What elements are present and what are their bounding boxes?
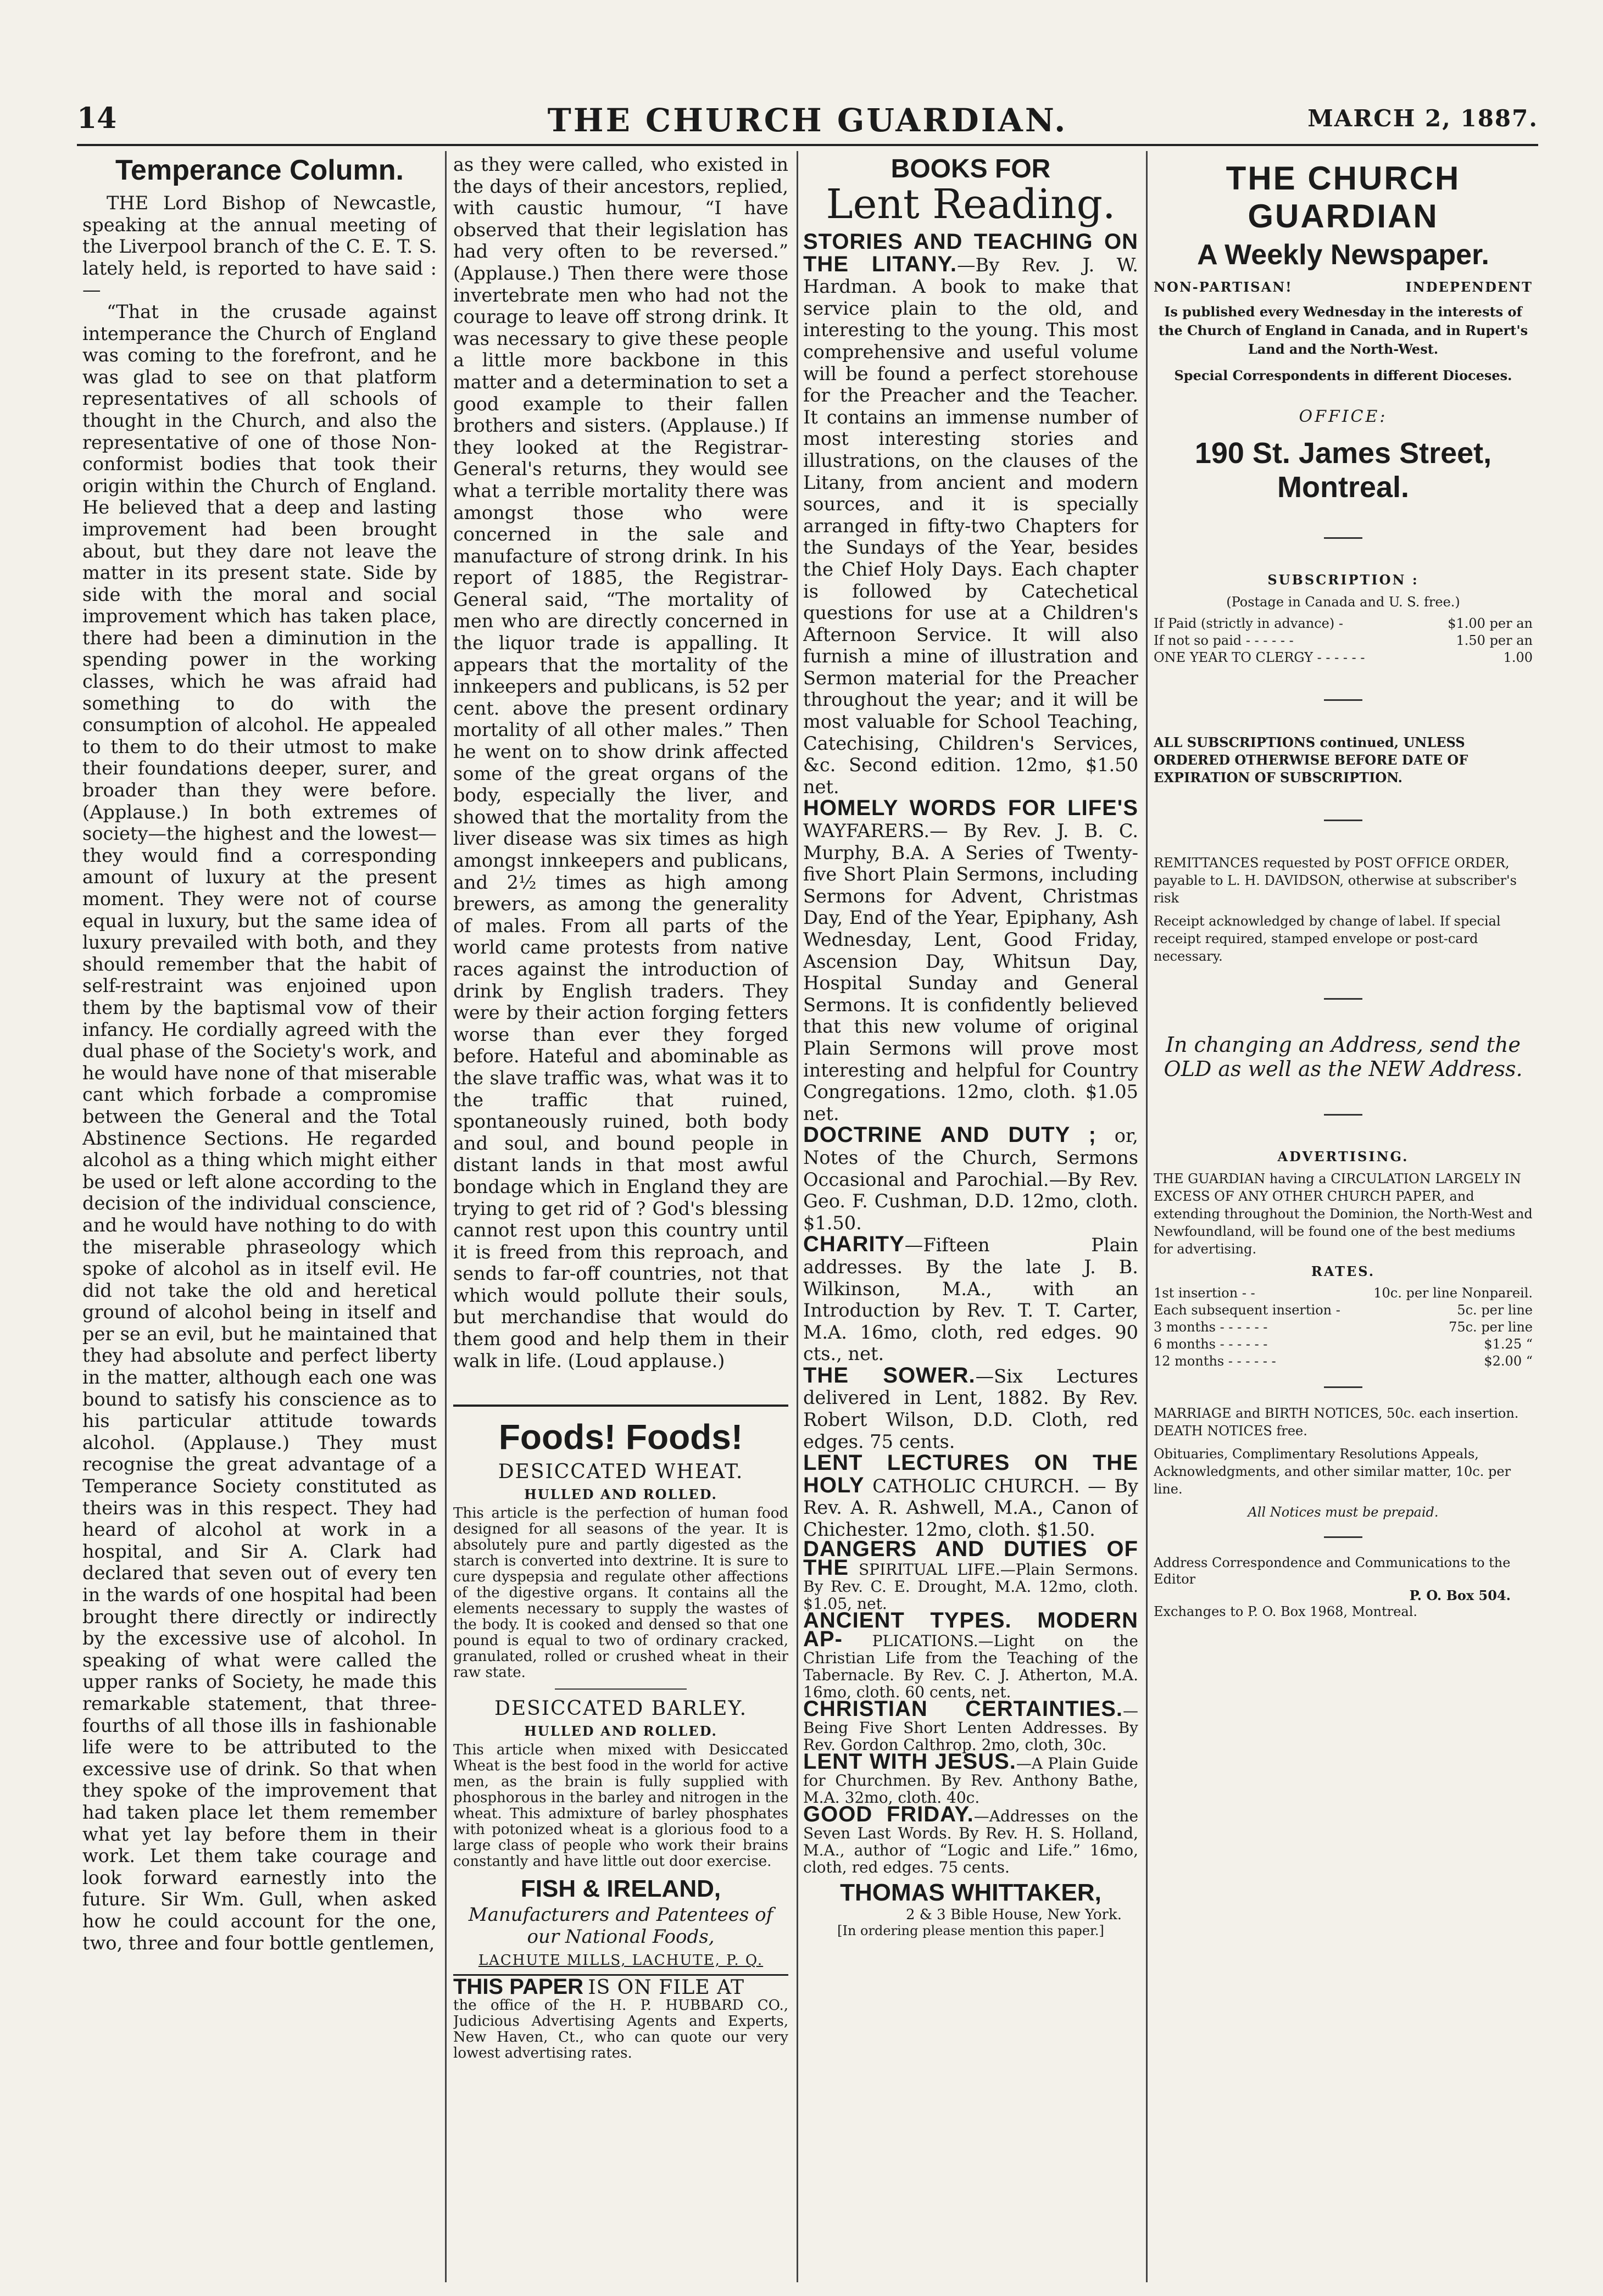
paper-name: THE CHURCH GUARDIAN — [1226, 160, 1461, 235]
rate-label: If not so paid - - - - - - — [1154, 633, 1294, 648]
books-heading: BOOKS FOR — [890, 154, 1051, 183]
this-paper-advertisement — [453, 1974, 788, 2061]
ordering-note: [In ordering please mention this paper.] — [837, 1922, 1104, 1938]
ad-divider — [555, 1688, 687, 1690]
firm-location: LACHUTE MILLS, LACHUTE, P. Q. — [478, 1952, 764, 1969]
book-entry — [803, 1536, 1138, 1613]
column-heading: Temperance Column. — [115, 154, 404, 186]
subscription-rate-row — [1154, 632, 1533, 649]
book-description: or, Notes of the Church, Sermons Occasional and Parochial.—By Rev. Geo. F. Cushman, D.D. 12mo, cloth. $1.50. — [803, 1125, 1138, 1234]
paper-stance — [1154, 279, 1533, 295]
book-entry — [803, 231, 1138, 798]
article-paragraph: THE Lord Bishop of Newcastle, speaking at the annual meeting of the Liverpool branch of the C. E. T. S. lately held, is reported to have said :— — [82, 192, 437, 301]
second-column — [453, 154, 788, 2280]
book-title: LENT WITH JESUS. — [803, 1749, 1016, 1774]
section-divider — [1324, 1114, 1362, 1116]
rate-value: 10c. per line Nonpareil. — [1373, 1285, 1533, 1301]
rate-label: ONE YEAR TO CLERGY - - - - - - — [1154, 650, 1365, 665]
rate-label: 12 months - - - - - - — [1154, 1353, 1276, 1369]
firm-description: Manufacturers and Patentees of our National Foods, — [468, 1904, 773, 1948]
ad-text: the office of the H. P. HUBBARD CO., Judicious Advertising Agents and Experts, New Haven, Ct., who can quote our very lowest advertising rates. — [453, 1997, 788, 2062]
ad-rate-row — [1154, 1336, 1533, 1353]
rate-label: 1st insertion - - — [1154, 1285, 1255, 1301]
book-description: —Fifteen Plain addresses. By the late J. B. Wilkinson, M.A., with an Introduction by Rev. T. T. Carter, M.A. 16mo, cloth, red edges. 90 cts., net. — [803, 1234, 1138, 1365]
rate-value: 1.50 per an — [1456, 633, 1533, 648]
page-number: 14 — [77, 102, 117, 135]
obituaries-notice: Obituaries, Complimentary Resolutions Appeals, Acknowledgments, and other similar matter, 10c. per line. — [1154, 1446, 1511, 1497]
masthead — [77, 102, 1538, 140]
ad-rate-row — [1154, 1285, 1533, 1302]
section-divider — [1324, 699, 1362, 701]
ad-text: This article is the perfection of human food designed for all seasons of the year. It is absolutely pure and partly digested as the starch is converted into dextrine. It is sure to cure dyspepsia and regulate other affections of the digestive organs. It contains all the elements necessary to supply the wastes of the body. It is cooked and densed so that one pound is equal to two of ordinary cracked, granulated, rolled or crushed wheat in their raw state. — [453, 1505, 788, 1681]
column-divider — [445, 151, 447, 2282]
rate-value: $1.00 per an — [1448, 616, 1533, 631]
book-title: GOOD FRIDAY. — [803, 1802, 974, 1826]
remittances-notice: REMITTANCES requested by POST OFFICE ORDER, payable to L. H. DAVIDSON, otherwise at subscriber's risk — [1154, 855, 1517, 906]
section-divider — [1324, 820, 1362, 821]
book-title: THE SOWER. — [803, 1363, 976, 1387]
book-entry — [803, 1696, 1138, 1754]
rate-value: $2.00 “ — [1484, 1353, 1533, 1369]
rate-value: 75c. per line — [1449, 1319, 1533, 1335]
column-divider — [797, 151, 798, 2282]
marriage-notice: MARRIAGE and BIRTH NOTICES, 50c. each insertion. DEATH NOTICES free. — [1154, 1406, 1519, 1439]
book-entry — [803, 1124, 1138, 1234]
ad-title: THIS PAPER — [453, 1975, 584, 1999]
ad-rate-row — [1154, 1302, 1533, 1319]
book-description: —Being Five Short Lenten Addresses. By Rev. Gordon Calthrop. 2mo, cloth, 30c. — [803, 1701, 1138, 1754]
publication-notice: Is published every Wednesday in the interests of the Church of England in Canada, and in Rupert's Land and the North-West. — [1158, 304, 1528, 357]
book-description: —A Plain Guide for Churchmen. By Rev. Anthony Bathe, M.A. 32mo, cloth. 40c. — [803, 1754, 1138, 1807]
book-entry — [803, 1365, 1138, 1452]
books-subheading: Lent Reading. — [826, 181, 1116, 228]
office-address: 190 St. James Street, Montreal. — [1194, 437, 1492, 504]
rate-value: $1.25 “ — [1484, 1336, 1533, 1352]
section-divider — [1324, 998, 1362, 1000]
book-title: DANGERS AND DUTIES OF THE — [803, 1536, 1138, 1580]
book-entry — [803, 1452, 1138, 1540]
foods-advertisement — [453, 1405, 788, 1969]
rate-label: 3 months - - - - - - — [1154, 1319, 1268, 1335]
publisher-name: THOMAS WHITTAKER, — [840, 1879, 1101, 1906]
book-description: —Addresses on the Seven Last Words. By Rev. H. S. Holland, M.A., author of “Logic and Life.” 16mo, cloth, red edges. 75 cents. — [803, 1807, 1138, 1876]
ad-rate-row — [1154, 1353, 1533, 1370]
masthead-rule — [77, 144, 1538, 146]
section-divider — [1324, 1536, 1362, 1538]
rate-label: If Paid (strictly in advance) - — [1154, 616, 1343, 631]
book-title: HOMELY WORDS FOR LIFE'S — [803, 796, 1138, 821]
independent-label: INDEPENDENT — [1405, 279, 1533, 295]
prepaid-notice: All Notices must be prepaid. — [1248, 1504, 1439, 1520]
rates-heading: RATES. — [1311, 1263, 1376, 1279]
correspondence-notice: Address Correspondence and Communications to the Editor — [1154, 1555, 1511, 1587]
po-box: P. O. Box 504. — [1409, 1587, 1511, 1603]
book-title: CHRISTIAN CERTAINTIES. — [803, 1696, 1123, 1721]
book-entry — [803, 1802, 1138, 1876]
advertising-text: THE GUARDIAN having a CIRCULATION LARGELY IN EXCESS OF ANY OTHER CHURCH PAPER, and extending throughout the Dominion, the North-West and Newfoundland, will be found one of the best mediums for advertising. — [1154, 1171, 1533, 1257]
subscription-heading: SUBSCRIPTION : — [1267, 572, 1419, 588]
address-change-notice: In changing an Address, send the OLD as well as the NEW Address. — [1164, 1033, 1523, 1081]
book-entry — [803, 1234, 1138, 1365]
receipt-notice: Receipt acknowledged by change of label. If special receipt required, stamped envelope or post-card necessary. — [1154, 913, 1501, 964]
firm-name: FISH & IRELAND, — [520, 1875, 721, 1903]
column-divider — [1146, 151, 1148, 2282]
ad-text: This article when mixed with Desiccated Wheat is the best food in the world for active men, as the brain is fully supplied with phosphorous in the barley and nitrogen in the wheat. This admixture of barley phosphates with potonized wheat is a glorious food to a large class of people who work their brains constantly and have little out door exercise. — [453, 1742, 788, 1870]
ad-rate-row — [1154, 1319, 1533, 1336]
guardian-info-column — [1154, 154, 1533, 2280]
subscription-rate-row — [1154, 649, 1533, 666]
book-description: CATHOLIC CHURCH. — By Rev. A. R. Ashwell, M.A., Canon of Chichester. 12mo, cloth. $1.50. — [803, 1475, 1138, 1541]
ad-product-subtitle: HULLED AND ROLLED. — [524, 1486, 717, 1503]
ad-title-rest: IS ON FILE AT — [588, 1976, 744, 1999]
book-entry — [803, 1749, 1138, 1807]
rate-label: 6 months - - - - - - — [1154, 1336, 1268, 1352]
correspondents-notice: Special Correspondents in different Dioceses. — [1174, 367, 1512, 383]
ad-product-title: DESICCATED WHEAT. — [498, 1461, 744, 1484]
paper-subtitle: A Weekly Newspaper. — [1197, 239, 1489, 271]
book-title: ANCIENT TYPES. MODERN AP- — [803, 1608, 1138, 1651]
newspaper-title: THE CHURCH GUARDIAN. — [547, 102, 1068, 139]
book-entry — [803, 1608, 1138, 1701]
rate-value: 1.00 — [1503, 650, 1533, 665]
article-paragraph: as they were called, who existed in the days of their ancestors, replied, with caustic humour, “I have observed that their legislation has had very often to be reversed.” (Applause.) Then there were those invertebrate men who had not the courage to leave off strong drink. It was necessary to give these people a little more backbone in this matter and a determination to set a good example to their fallen brothers and sisters. (Applause.) If they looked at the Registrar-General's returns, they would see what a terrible mortality there was amongst those who were concerned in the sale and manufacture of strong drink. In his report of 1885, the Registrar-General said, “The mortality of men who are directly concerned in the liquor trade is appalling. It appears that the mortality of the innkeepers and publicans, is 52 per cent. above the present ordinary mortality of all other males.” Then he went on to show drink affected some of the great organs of the body, especially the liver, and showed that the mortality from the liver disease was six times as high amongst innkeepers and publicans, and 2½ times as high among brewers, as among the generality of males. From all parts of the world came protests from native races against the introduction of drink by English traders. They were by their action forging fetters worse than ever they forged before. Hateful and abominable as the slave traffic was, what was it to the traffic that ruined, spontaneously ruined, both body and soul, and bound people in distant lands in that most awful bondage which in England they are trying to get rid of ? God's blessing cannot rest upon this country until it is freed from this reproach, and sends to far-off countries, not that which would pollute their souls, but merchandise that would do them good and help them in their walk in life. (Loud applause.) — [453, 154, 788, 1372]
rate-value: 5c. per line — [1457, 1302, 1533, 1318]
issue-date: MARCH 2, 1887. — [1307, 105, 1538, 132]
book-description: —By Rev. J. W. Hardman. A book to make that service plain to the old, and interesting to the young. This most comprehensive and useful volume will be found a perfect storehouse for the Preacher and the Teacher. It contains an immense number of most interesting stories and illustrations, on the clauses of the Litany, from ancient and modern sources, and it is specially arranged in fifty-two Chapters for the Sundays of the Year, besides the Chief Holy Days. Each chapter is followed by Catechetical questions for use at a Children's Afternoon Service. It will also furnish a mine of illustration and Sermon material for the Preacher throughout the year; and it will be most valuable for School Teaching, Catechising, Children's Services, &c. Second edition. 12mo, $1.50 net. — [803, 254, 1138, 798]
non-partisan-label: NON-PARTISAN! — [1154, 279, 1293, 295]
books-column — [803, 154, 1138, 2280]
book-title: DOCTRINE AND DUTY ; — [803, 1123, 1097, 1147]
section-divider — [1324, 1386, 1362, 1388]
ad-product-subtitle: HULLED AND ROLLED. — [524, 1723, 717, 1740]
postage-note: (Postage in Canada and U. S. free.) — [1226, 594, 1460, 610]
ad-title: Foods! Foods! — [498, 1417, 743, 1457]
book-entry — [803, 798, 1138, 1124]
rate-label: Each subsequent insertion - — [1154, 1302, 1340, 1318]
book-title: CHARITY — [803, 1232, 905, 1257]
subscriptions-continued-notice: ALL SUBSCRIPTIONS continued, UNLESS ORDERED OTHERWISE BEFORE DATE OF EXPIRATION OF SUBSCRIPTION. — [1154, 734, 1468, 785]
ad-product-title: DESICCATED BARLEY. — [494, 1697, 748, 1720]
book-description: —Six Lectures delivered in Lent, 1882. By Rev. Robert Wilson, D.D. Cloth, red edges. 75 cents. — [803, 1365, 1138, 1452]
book-description: SPIRITUAL LIFE.—Plain Sermons. By Rev. C. E. Drought, M.A. 12mo, cloth. $1.05, net. — [803, 1560, 1138, 1613]
office-label: OFFICE: — [1299, 407, 1388, 426]
book-description: PLICATIONS.—Light on the Christian Life from the Teaching of the Tabernacle. By Rev. C. J. Atherton, M.A. 16mo, cloth. 60 cents, net. — [803, 1631, 1138, 1701]
book-title: STORIES AND TEACHING ON THE LITANY. — [803, 230, 1138, 276]
temperance-column — [82, 154, 437, 2280]
publisher-address: 2 & 3 Bible House, New York. — [905, 1906, 1122, 1923]
book-description: WAYFARERS.— By Rev. J. B. C. Murphy, B.A. A Series of Twenty-five Short Plain Sermons, including Sermons for Advent, Christmas Day, End of the Year, Epiphany, Ash Wednesday, Lent, Good Friday, Ascension Day, Whitsun Day, Hospital Sunday and General Sermons. It is confidently believed that this new volume of original Plain Sermons will prove most interesting and helpful for Country Congregations. 12mo, cloth. $1.05 net. — [803, 820, 1138, 1124]
exchanges-notice: Exchanges to P. O. Box 1968, Montreal. — [1154, 1604, 1418, 1619]
subscription-rate-row — [1154, 615, 1533, 632]
advertising-heading: ADVERTISING. — [1277, 1149, 1409, 1164]
book-title: LENT LECTURES ON THE HOLY — [803, 1451, 1138, 1497]
section-divider — [1324, 537, 1362, 539]
article-paragraph: “That in the crusade against intemperance the Church of England was coming to the forefront, and he was glad to see on that platform representatives of all schools of thought in the Church, and also the representative of one of those Non-conformist bodies that took their origin within the Church of England. He believed that a deep and lasting improvement had been brought about, but they dare not leave the matter in its present state. Side by side with the moral and social improvement which has taken place, there had been a diminution in the spending power in the working classes, which he was afraid had something to do with the consumption of alcohol. He appealed to them to do their utmost to make their foundations deeper, surer, and broader than they were before. (Applause.) In both extremes of society—the highest and the lowest—they would find a corresponding amount of luxury at the present moment. They were not of course equal in luxury, but the same idea of luxury prevailed with both, and they should remember that the habit of self-restraint was enjoined upon them by the baptismal vow of their infancy. He cordially agreed with the dual phase of the Society's work, and he would have none of that miserable cant which forbade a compromise between the General and the Total Abstinence Sections. He regarded alcohol as a thing which might either be used or left alone according to the decision of the individual conscience, and he would have nothing to do with the miserable phraseology which spoke of alcohol as in itself evil. He did not take the old and heretical ground of alcohol being in itself and per se an evil, but he maintained that they had absolute and perfect liberty in the matter, although each one was bound to satisfy his conscience as to his particular attitude towards alcohol. (Applause.) They must recognise the great advantage of a Temperance Society constituted as theirs was in this respect. They had heard of alcohol at work in a hospital, and Sir A. Clark had declared that seven out of every ten in the wards of one hospital had been brought there directly or indirectly by the excessive use of alcohol. In speaking of what were called the upper ranks of Society, he made this remarkable statement, that three-fourths of all those ills in fashionable life were to be attributed to the excessive use of drink. So that when they spoke of the improvement that had taken place let them remember what yet lay before them in their work. Let them take courage and look forward earnestly into the future. Sir Wm. Gull, when asked how he could account for the one, two, three and four bottle gentlemen, — [82, 300, 437, 1954]
